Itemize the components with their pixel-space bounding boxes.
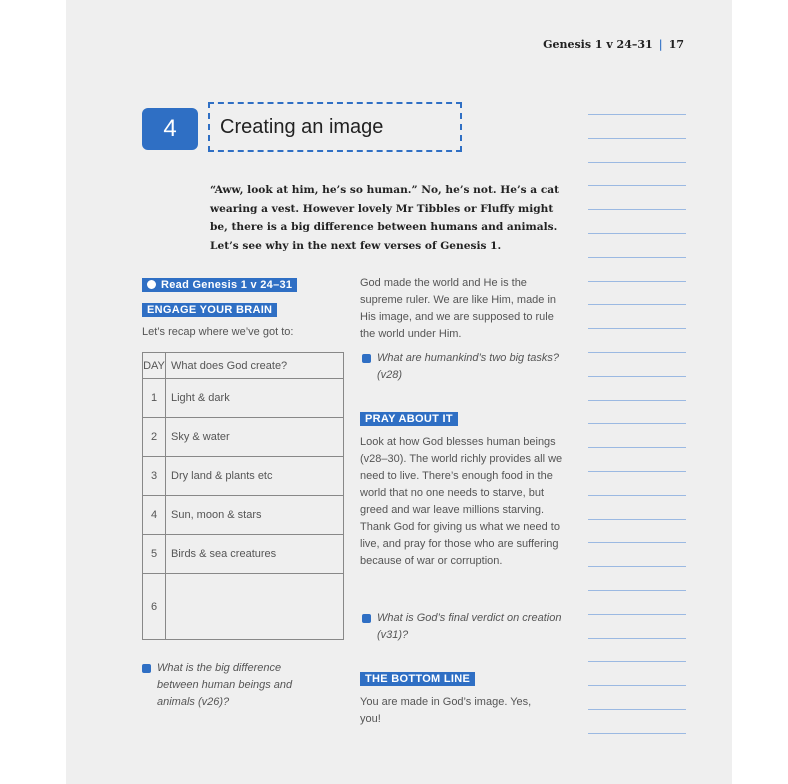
question-text: What is God’s final verdict on creation (v31)? <box>377 612 562 641</box>
note-line <box>588 447 686 448</box>
day-cell: 4 <box>143 496 166 535</box>
pray-label-text: PRAY ABOUT IT <box>360 412 458 426</box>
table-row <box>143 535 344 574</box>
note-line <box>588 709 686 710</box>
creation-cell-blank[interactable] <box>166 574 344 640</box>
creation-cell: Birds & sea creatures <box>166 535 344 574</box>
note-line <box>588 423 686 424</box>
question-icon <box>142 664 151 673</box>
bottom-line-label-text: THE BOTTOM LINE <box>360 672 475 686</box>
table-row <box>143 496 344 535</box>
question-difference <box>142 660 312 711</box>
note-line <box>588 685 686 686</box>
table-row <box>143 418 344 457</box>
note-line <box>588 304 686 305</box>
rule-paragraph: God made the world and He is the supreme ruler. We are like Him, made in His image, and we are supposed to rule the world under Him. <box>360 277 557 340</box>
engage-label-text: ENGAGE YOUR BRAIN <box>142 303 277 317</box>
note-line <box>588 185 686 186</box>
day-cell: 5 <box>143 535 166 574</box>
engage-label <box>142 300 277 318</box>
creation-days-table <box>142 352 344 640</box>
intro-paragraph: “Aww, look at him, he’s so human.” No, he’s not. He’s a cat wearing a vest. However lovely Mr Tibbles or Fluffy might be, there is a big difference between humans and animals. Let’s see why in the next few verses of Genesis 1. <box>210 184 560 252</box>
day-cell: 6 <box>143 574 166 640</box>
note-line <box>588 233 686 234</box>
header-separator: | <box>658 38 663 51</box>
note-line <box>588 471 686 472</box>
question-text: What is the big difference between human beings and animals (v26)? <box>157 662 293 708</box>
workbook-page <box>66 0 732 784</box>
note-line <box>588 661 686 662</box>
page-number: 17 <box>668 38 684 51</box>
question-tasks <box>362 350 562 384</box>
note-line <box>588 733 686 734</box>
running-header <box>543 38 684 51</box>
notes-lines[interactable] <box>588 114 686 757</box>
note-line <box>588 209 686 210</box>
note-line <box>588 495 686 496</box>
read-label-text: Read Genesis 1 v 24–31 <box>161 279 293 291</box>
header-reference: Genesis 1 v 24–31 <box>543 38 653 51</box>
table-row <box>143 379 344 418</box>
recap-text: Let’s recap where we’ve got to: <box>142 326 294 338</box>
note-line <box>588 566 686 567</box>
creation-cell: Light & dark <box>166 379 344 418</box>
question-icon <box>362 354 371 363</box>
note-line <box>588 519 686 520</box>
note-line <box>588 328 686 329</box>
note-line <box>588 542 686 543</box>
question-text: What are humankind’s two big tasks? (v28) <box>377 352 559 381</box>
note-line <box>588 257 686 258</box>
note-line <box>588 281 686 282</box>
pray-paragraph: Look at how God blesses human beings (v28–30). The world richly provides all we need to live. There’s enough food in the world that no one needs to starve, but greed and war leave millions starving. Thank God for giving us what we need to live, and pray for those who are suffering because of war or corruption. <box>360 436 563 567</box>
table-header-day: DAY <box>143 353 166 379</box>
bible-icon <box>147 280 156 289</box>
note-line <box>588 400 686 401</box>
question-verdict <box>362 610 562 644</box>
note-line <box>588 590 686 591</box>
creation-cell: Sky & water <box>166 418 344 457</box>
bottom-line-label <box>360 669 475 687</box>
read-passage-label <box>142 275 297 293</box>
section-title: Creating an image <box>208 102 462 152</box>
creation-cell: Dry land & plants etc <box>166 457 344 496</box>
note-line <box>588 114 686 115</box>
creation-cell: Sun, moon & stars <box>166 496 344 535</box>
day-cell: 2 <box>143 418 166 457</box>
note-line <box>588 638 686 639</box>
pray-label <box>360 409 458 427</box>
note-line <box>588 138 686 139</box>
bottom-line-text: You are made in God’s image. Yes, you! <box>360 696 532 725</box>
note-line <box>588 352 686 353</box>
table-header-create: What does God create? <box>166 353 344 379</box>
note-line <box>588 162 686 163</box>
table-row <box>143 574 344 640</box>
day-cell: 1 <box>143 379 166 418</box>
table-row <box>143 457 344 496</box>
day-cell: 3 <box>143 457 166 496</box>
note-line <box>588 376 686 377</box>
table-header-row <box>143 353 344 379</box>
note-line <box>588 614 686 615</box>
section-number: 4 <box>142 108 198 150</box>
question-icon <box>362 614 371 623</box>
